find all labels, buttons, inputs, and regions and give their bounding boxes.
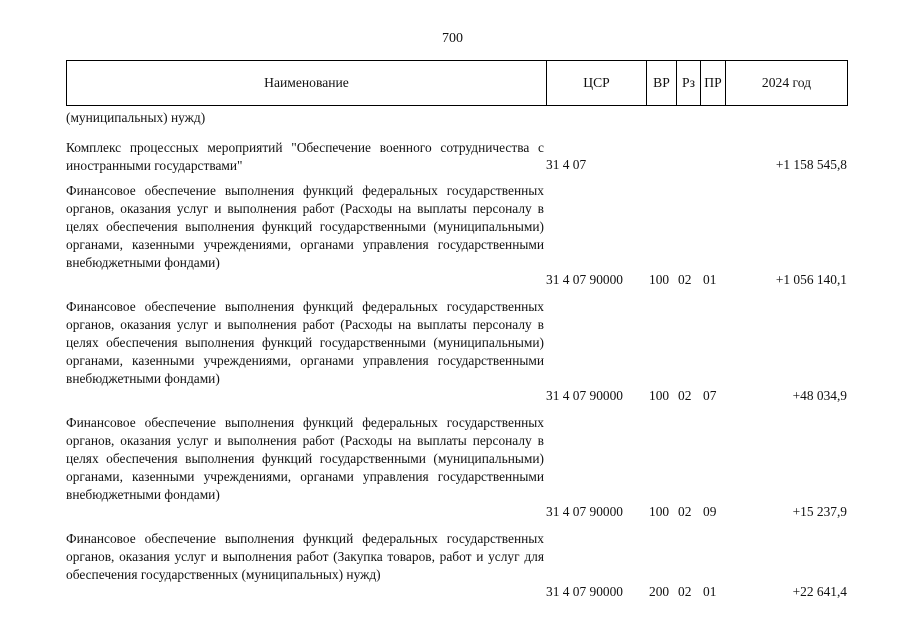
row-csr: 31 4 07 90000 [546, 272, 623, 287]
row-rz: 02 [678, 388, 692, 403]
header-rz: Рз [677, 61, 701, 106]
row-name: Финансовое обеспечение выполнения функций федеральных государственных органов, оказания услуг и выполнения работ (Расходы на выплаты персоналу в целях обеспечения выполнения функций государственными (муниципальными) органами, казенными учреждениями, органами управления государственными внебюджетными фондами) [66, 299, 544, 386]
table-row [66, 139, 847, 175]
header-name: Наименование [67, 61, 547, 106]
row-pr: 09 [703, 504, 717, 519]
row-vr: 100 [649, 272, 670, 287]
header-csr: ЦСР [547, 61, 647, 106]
continuation-text: (муниципальных) нужд) [66, 110, 206, 125]
row-amount: +1 158 545,8 [775, 157, 847, 172]
table-row [66, 298, 847, 406]
row-pr: 01 [703, 584, 717, 599]
table-row [66, 414, 847, 522]
row-csr: 31 4 07 90000 [546, 504, 623, 519]
header-vr: ВР [647, 61, 677, 106]
row-amount: +1 056 140,1 [775, 272, 847, 287]
row-csr: 31 4 07 90000 [546, 388, 623, 403]
row-pr: 01 [703, 272, 717, 287]
row-rz: 02 [678, 272, 692, 287]
row-vr: 200 [649, 584, 670, 599]
row-vr: 100 [649, 388, 670, 403]
row-amount: +22 641,4 [792, 584, 847, 599]
row-csr: 31 4 07 90000 [546, 584, 623, 599]
row-name: Финансовое обеспечение выполнения функций федеральных государственных органов, оказания услуг и выполнения работ (Закупка товаров, работ и услуг для обеспечения государственных (муниципальных) нужд) [66, 531, 544, 582]
row-amount: +48 034,9 [792, 388, 847, 403]
header-year: 2024 год [726, 61, 848, 106]
row-amount: +15 237,9 [792, 504, 847, 519]
row-rz: 02 [678, 504, 692, 519]
row-rz: 02 [678, 584, 692, 599]
table-row [66, 182, 847, 290]
page-number: 700 [442, 31, 463, 46]
header-pr: ПР [701, 61, 726, 106]
row-vr: 100 [649, 504, 670, 519]
table-header [66, 60, 848, 106]
row-name: Комплекс процессных мероприятий "Обеспечение военного сотрудничества с иностранными государствами" [66, 140, 544, 173]
row-name: Финансовое обеспечение выполнения функций федеральных государственных органов, оказания услуг и выполнения работ (Расходы на выплаты персоналу в целях обеспечения выполнения функций государственными (муниципальными) органами, казенными учреждениями, органами управления государственными внебюджетными фондами) [66, 415, 544, 502]
row-csr: 31 4 07 [546, 157, 587, 172]
row-pr: 07 [703, 388, 717, 403]
row-name: Финансовое обеспечение выполнения функций федеральных государственных органов, оказания услуг и выполнения работ (Расходы на выплаты персоналу в целях обеспечения выполнения функций государственными (муниципальными) органами, казенными учреждениями, органами управления государственными внебюджетными фондами) [66, 183, 544, 270]
table-row [66, 530, 847, 602]
